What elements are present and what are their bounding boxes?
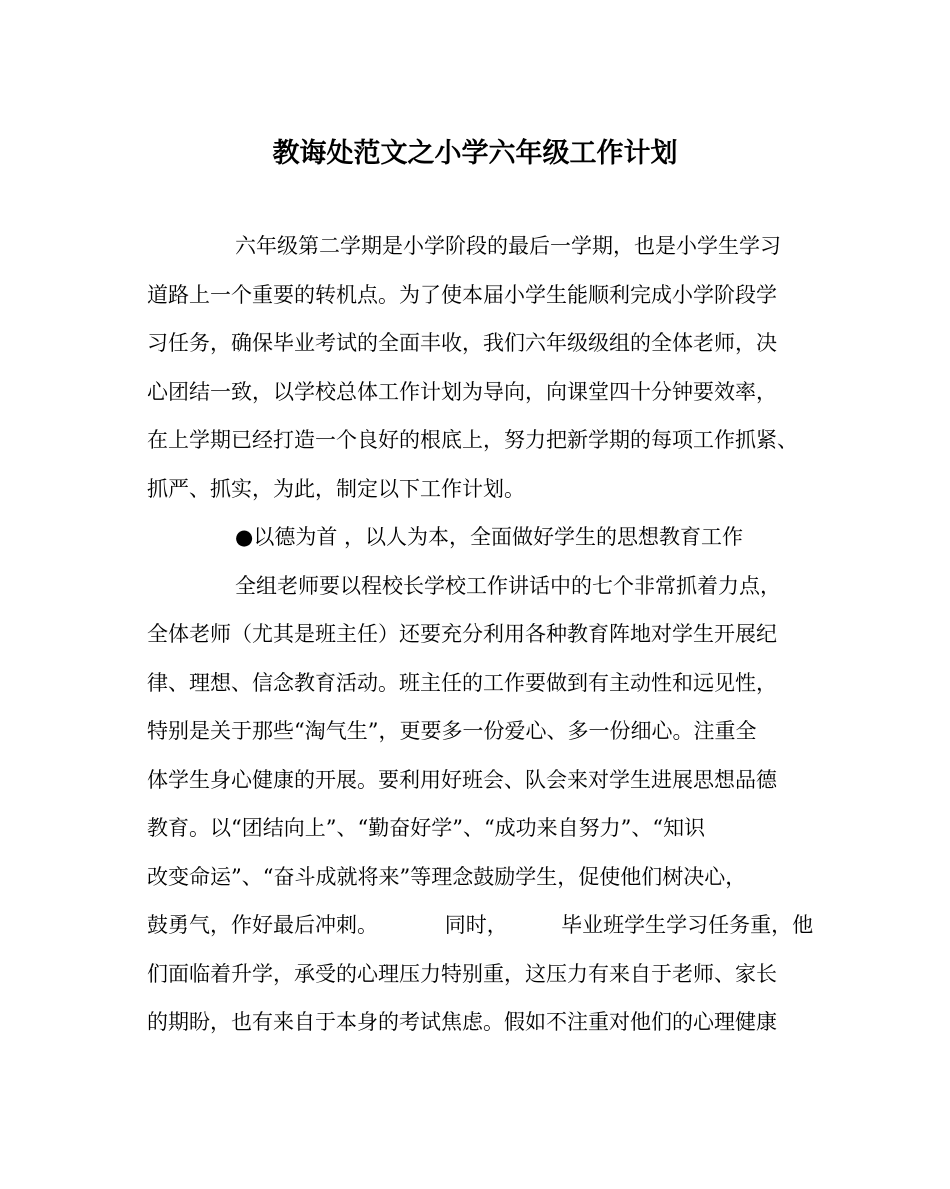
paragraph-line: 抓严、抓实，为此，制定以下工作计划。 bbox=[147, 476, 525, 501]
paragraph-line: 的期盼，也有来自于本身的考试焦虑。假如不注重对他们的心理健康 bbox=[147, 1010, 777, 1034]
paragraph-line: 六年级第二学期是小学阶段的最后一学期，也是小学生学习 bbox=[235, 234, 781, 258]
paragraph-line: 全体老师（尤其是班主任）还要充分利用各种教育阵地对学生开展纪 bbox=[147, 622, 777, 646]
document-title: 教诲处范文之小学六年级工作计划 bbox=[272, 138, 678, 169]
paragraph-line: 教育。以“团结向上”、“勤奋好学”、“成功来自努力”、“知识 bbox=[147, 816, 706, 840]
paragraph-line: 道路上一个重要的转机点。为了使本届小学生能顺利完成小学阶段学 bbox=[147, 282, 777, 307]
paragraph-line: 全组老师要以程校长学校工作讲话中的七个非常抓着力点， bbox=[235, 573, 781, 598]
paragraph-line: 心团结一致，以学校总体工作计划为导向，向课堂四十分钟要效率， bbox=[147, 379, 777, 404]
paragraph-line: 鼓勇气，作好最后冲刺。 同时， 毕业班学生学习任务重，他 bbox=[147, 913, 814, 937]
bullet-heading: ●以德为首 ，以人为本，全面做好学生的思想教育工作 bbox=[235, 525, 743, 549]
paragraph-line: 特别是关于那些“淘气生”，更要多一份爱心、多一份细心。注重全 bbox=[147, 719, 757, 743]
paragraph-line: 律、理想、信念教育活动。班主任的工作要做到有主动性和远见性， bbox=[147, 670, 777, 695]
paragraph-line: 体学生身心健康的开展。要利用好班会、队会来对学生进展思想品德 bbox=[147, 767, 777, 792]
paragraph-line: 们面临着升学，承受的心理压力特别重，这压力有来自于老师、家长 bbox=[147, 961, 777, 986]
paragraph-line: 在上学期已经打造一个良好的根底上，努力把新学期的每项工作抓紧、 bbox=[147, 428, 798, 452]
paragraph-line: 改变命运”、“奋斗成就将来”等理念鼓励学生，促使他们树决心， bbox=[147, 864, 747, 889]
paragraph-line: 习任务，确保毕业考试的全面丰收，我们六年级级组的全体老师，决 bbox=[147, 331, 777, 355]
document-body bbox=[147, 222, 817, 1047]
